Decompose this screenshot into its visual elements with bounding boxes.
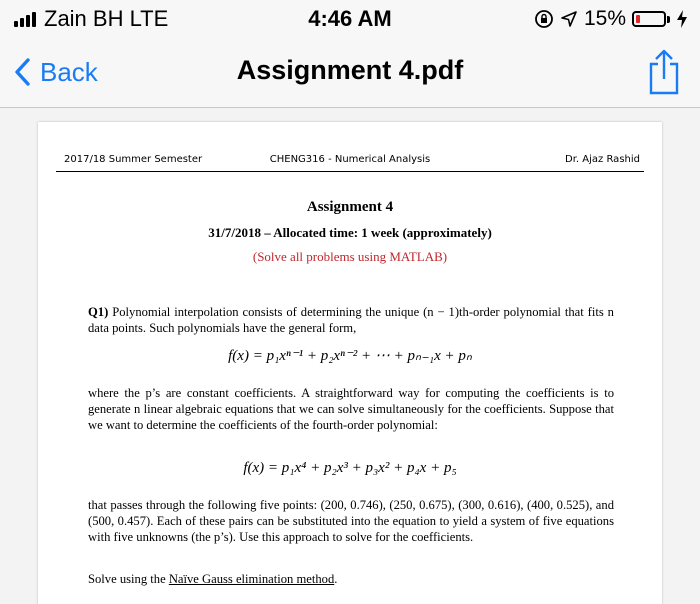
document-viewer[interactable] (0, 108, 700, 604)
pdf-page[interactable] (38, 122, 662, 604)
document-header (56, 154, 644, 170)
status-bar (0, 0, 700, 38)
battery-icon (632, 11, 666, 27)
assignment-note: (Solve all problems using MATLAB) (252, 249, 448, 264)
general-form-equation (38, 346, 662, 365)
q1-intro (88, 305, 614, 337)
battery-level (636, 15, 640, 23)
back-label: Back (40, 56, 98, 87)
carrier-label: Zain BH LTE (44, 6, 169, 31)
q1-solve-instruction (88, 572, 614, 588)
solve-suffix: . (334, 572, 338, 586)
solve-method-link[interactable]: Naïve Gauss elimination method (168, 572, 335, 586)
q1-paragraph-3: that passes through the following five points: (200, 0.746), (250, 0.675), (300, 0.616), (400, 0.525), and (500, 0.457). Each of these pairs can be substituted into the equation to yield a system of five equations with five unknowns (the p’s). Use this approach to solve for the coefficients. (88, 498, 614, 544)
header-instructor: Dr. Ajaz Rashid (565, 154, 640, 165)
battery-tip (667, 16, 670, 23)
header-semester: 2017/18 Summer Semester (64, 154, 203, 165)
battery-percent: 15% (583, 7, 626, 30)
eq1-rhs: p₁xⁿ⁻¹ + p₂xⁿ⁻² + ⋯ + pₙ₋₁x + pₙ (266, 348, 472, 364)
header-course: CHENG316 - Numerical Analysis (269, 154, 431, 165)
status-time: 4:46 AM (308, 6, 392, 31)
charging-icon (676, 9, 688, 29)
navigation-bar (0, 38, 700, 108)
eq1-lhs: f(x) = (228, 348, 267, 364)
q1-label: Q1) (88, 305, 109, 319)
eq2-lhs: f(x) = (243, 460, 282, 476)
assignment-title: Assignment 4 (306, 199, 394, 215)
location-icon (560, 10, 578, 28)
q1-intro-text: Polynomial interpolation consists of determining the unique (n − 1)th-order polynomial that fits n data points. Such polynomials have the general form, (88, 305, 614, 335)
status-indicators (534, 6, 688, 32)
eq2-rhs: p₁x⁴ + p₂x³ + p₃x² + p₄x + p₅ (281, 460, 457, 476)
fourth-order-equation (38, 460, 662, 477)
page-title: Assignment 4.pdf (236, 55, 464, 85)
solve-prefix: Solve using the (88, 572, 169, 586)
assignment-date: 31/7/2018 – Allocated time: 1 week (approximately) (208, 225, 492, 240)
share-icon[interactable] (646, 48, 682, 96)
header-divider (56, 171, 644, 172)
q1-paragraph-2: where the p’s are constant coefficients. A straightforward way for computing the coefficients is to generate n linear algebraic equations that we can solve simultaneously for the coefficients. Suppose that we want to determine the coefficients of the fourth-order polynomial: (88, 386, 614, 432)
orientation-lock-icon (534, 9, 554, 29)
